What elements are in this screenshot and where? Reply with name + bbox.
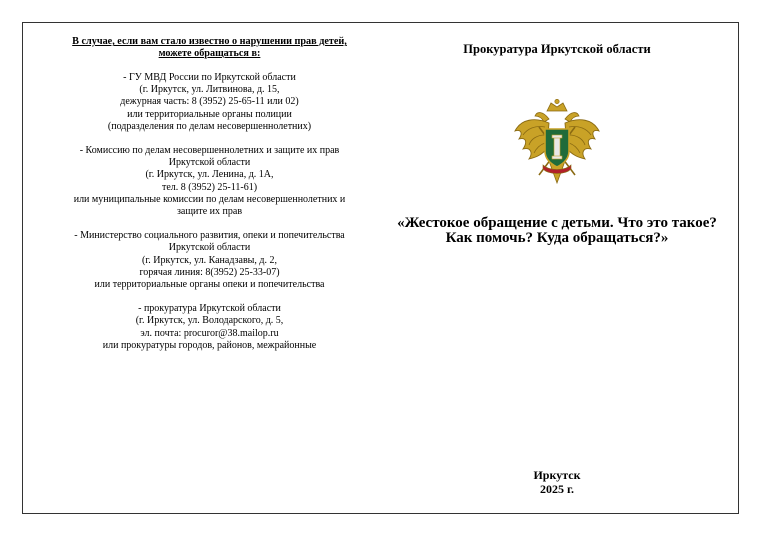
contact-line: - Комиссию по делам несовершеннолетних и защите их прав: [79, 145, 340, 157]
contact-line: Иркутской области: [168, 157, 251, 169]
contact-block-prosecutor: [52, 303, 367, 352]
left-wing: [515, 120, 549, 159]
crown-shape: [547, 103, 567, 111]
contact-block-commission: [52, 145, 367, 218]
contact-email[interactable]: эл. почта: procuror@38.mailop.ru: [140, 327, 279, 339]
contact-line: горячая линия: 8(3952) 25-33-07): [139, 266, 280, 278]
contacts-heading-line1: В случае, если вам стало известно о нарушении прав детей,: [72, 36, 347, 47]
contacts-heading-line2: можете обращаться в:: [158, 48, 261, 59]
contact-line: тел. 8 (3952) 25-11-61): [161, 181, 258, 193]
contact-line: - Министерство социального развития, опеки и попечительства: [74, 230, 345, 242]
contact-line: (г. Иркутск, ул. Канадзавы, д. 2,: [142, 254, 277, 266]
contact-block-police: [52, 72, 367, 133]
publication-place: [392, 468, 722, 496]
brochure-title-line1: «Жестокое обращение с детьми. Что это такое?: [397, 215, 717, 231]
contact-line: (подразделения по делам несовершеннолетних): [107, 120, 312, 132]
contact-line: - прокуратура Иркутской области: [138, 303, 281, 315]
contact-line: защите их прав: [176, 206, 243, 218]
contact-line: - ГУ МВД России по Иркутской области: [123, 72, 296, 83]
publication-year: 2025 г.: [539, 482, 575, 496]
city-name: Иркутск: [533, 468, 581, 482]
contact-line: (г. Иркутск, ул. Литвинова, д. 15,: [139, 84, 280, 96]
contacts-heading: [52, 36, 367, 60]
contact-line: или муниципальные комиссии по делам несовершеннолетних и: [73, 193, 346, 205]
brochure-title-line2: Как помочь? Куда обращаться?»: [445, 230, 669, 246]
right-wing: [565, 120, 599, 159]
contact-line: или территориальные органы опеки и попечительства: [94, 279, 325, 291]
contact-line: или прокуратуры городов, районов, межрайонные: [102, 339, 317, 351]
contact-line: дежурная часть: 8 (3952) 25-65-11 или 02): [120, 96, 299, 108]
prosecutor-emblem-icon: [509, 97, 605, 193]
contact-block-ministry: [52, 230, 367, 291]
brochure-title: [386, 216, 728, 246]
org-title: Прокуратура Иркутской области: [463, 42, 651, 56]
contact-line: или территориальные органы полиции: [127, 108, 292, 120]
contact-line: (г. Иркутск, ул. Ленина, д. 1А,: [145, 169, 274, 181]
contacts-column: [52, 36, 367, 352]
contact-line: Иркутской области: [168, 242, 251, 254]
contact-line: (г. Иркутск, ул. Володарского, д. 5,: [135, 315, 284, 327]
crown-orb: [555, 99, 559, 103]
